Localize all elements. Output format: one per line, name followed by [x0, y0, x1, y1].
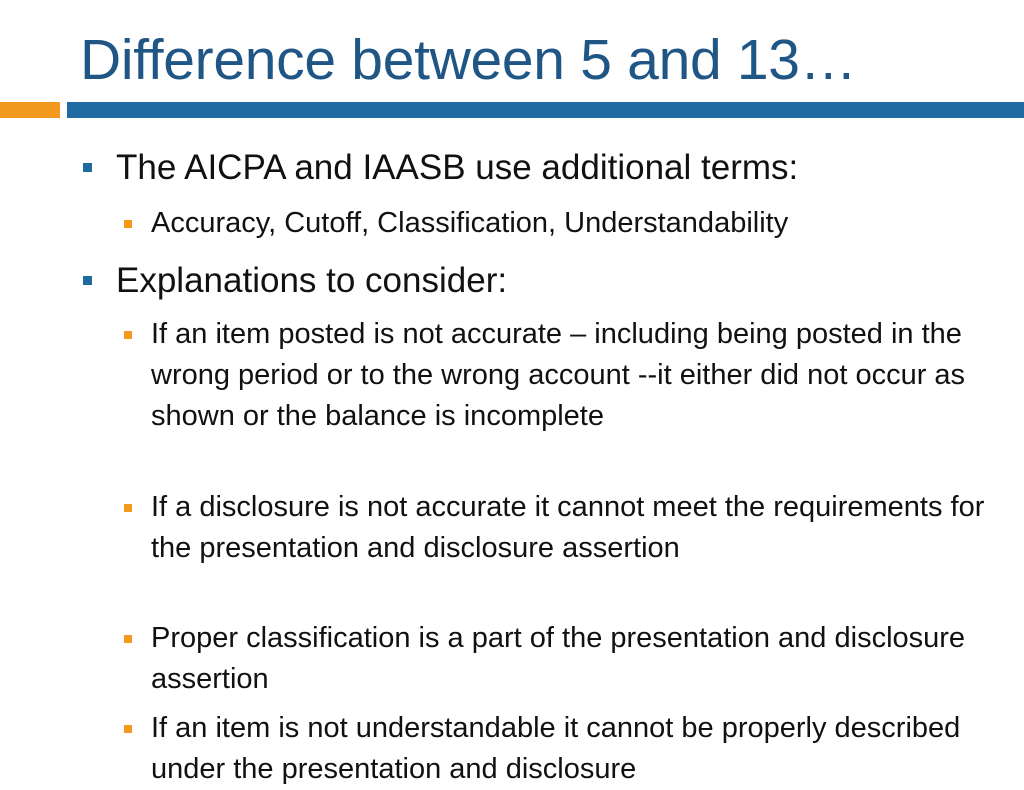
square-bullet-icon — [83, 163, 92, 172]
bullet-text: The AICPA and IAASB use additional terms: — [116, 148, 799, 187]
square-bullet-icon — [124, 635, 132, 643]
square-bullet-icon — [124, 331, 132, 339]
sub-bullet-text: If an item posted is not accurate – including being posted in the wrong period or to the wrong account --it either did not occur as shown or the balance is incomplete — [151, 318, 966, 432]
sub-bullet-text: If an item is not understandable it cannot be properly described under the presentation and disclosure — [151, 712, 961, 785]
slide-title: Difference between 5 and 13… — [80, 28, 857, 92]
square-bullet-icon — [83, 276, 92, 285]
sub-bullet-text: Accuracy, Cutoff, Classification, Understandability — [151, 207, 789, 239]
sub-bullet-text: If a disclosure is not accurate it cannot meet the requirements for the presentation and disclosure assertion — [151, 491, 985, 564]
bullet-text: Explanations to consider: — [116, 261, 508, 300]
sub-bullet-text: Proper classification is a part of the presentation and disclosure assertion — [151, 622, 966, 695]
square-bullet-icon — [124, 220, 132, 228]
square-bullet-icon — [124, 725, 132, 733]
square-bullet-icon — [124, 504, 132, 512]
